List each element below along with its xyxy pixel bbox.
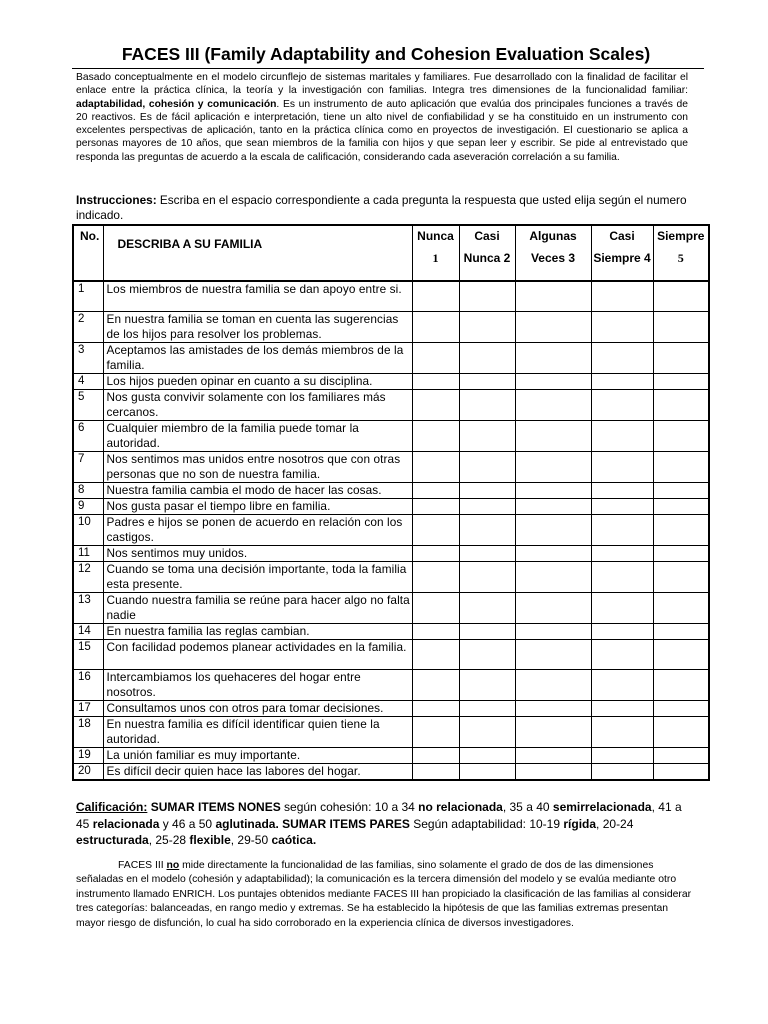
instructions-text: Escriba en el espacio correspondiente a cada pregunta la respuesta que usted elija según el numero indicado. xyxy=(76,193,687,222)
answer-cell[interactable] xyxy=(653,545,709,561)
scoring-term: rígida xyxy=(563,816,597,831)
scoring-term: flexible xyxy=(189,833,231,847)
answer-cell[interactable] xyxy=(653,311,709,342)
item-number: 18 xyxy=(73,716,103,747)
item-statement: Nos gusta convivir solamente con los familiares más cercanos. xyxy=(103,389,412,420)
answer-cell[interactable] xyxy=(459,592,515,623)
answer-cell[interactable] xyxy=(412,451,459,482)
answer-cell[interactable] xyxy=(653,592,709,623)
scoring-text: , 25-28 xyxy=(148,833,190,847)
answer-cell[interactable] xyxy=(515,716,591,747)
scoring-term: relacionada xyxy=(92,816,160,831)
answer-cell[interactable] xyxy=(412,623,459,639)
answer-cell[interactable] xyxy=(653,281,709,311)
scoring-term: estructurada xyxy=(76,833,149,847)
answer-cell[interactable] xyxy=(653,498,709,514)
option-2-label: Casi xyxy=(474,229,500,243)
answer-cell[interactable] xyxy=(653,482,709,498)
answer-cell[interactable] xyxy=(459,451,515,482)
answer-cell[interactable] xyxy=(459,514,515,545)
item-statement: Los hijos pueden opinar en cuanto a su disciplina. xyxy=(103,373,412,389)
answer-cell[interactable] xyxy=(653,561,709,592)
item-statement: En nuestra familia se toman en cuenta las sugerencias de los hijos para resolver los problemas. xyxy=(103,311,412,342)
instructions-label: Instrucciones: xyxy=(76,193,157,207)
answer-cell[interactable] xyxy=(459,747,515,763)
item-statement: En nuestra familia es difícil identificar quien tiene la autoridad. xyxy=(103,716,412,747)
answer-cell[interactable] xyxy=(412,763,459,780)
scoring-text: , 29-50 xyxy=(230,833,272,847)
answer-cell[interactable] xyxy=(591,747,653,763)
answer-cell[interactable] xyxy=(515,669,591,700)
answer-cell[interactable] xyxy=(653,639,709,669)
answer-cell[interactable] xyxy=(515,514,591,545)
option-1-label: Nunca xyxy=(417,229,454,243)
item-statement: Nuestra familia cambia el modo de hacer las cosas. xyxy=(103,482,412,498)
answer-cell[interactable] xyxy=(653,747,709,763)
table-row xyxy=(73,669,709,700)
intro-text-start: Basado conceptualmente en el modelo circunflejo de sistemas maritales y familiares. Fue desarrollado con la finalidad de facilitar el enlace entre la práctica clínica, la teoría y la investigación con familias. Integra tres dimensiones de la funcionalidad familiar: xyxy=(76,72,688,97)
answer-cell[interactable] xyxy=(515,561,591,592)
scoring-text: y 46 a 50 xyxy=(159,816,216,831)
scoring-term: semirrelacionada xyxy=(552,800,652,814)
answer-cell[interactable] xyxy=(653,373,709,389)
answer-cell[interactable] xyxy=(412,482,459,498)
answer-cell[interactable] xyxy=(459,342,515,373)
item-statement: Los miembros de nuestra familia se dan apoyo entre si. xyxy=(103,281,412,311)
answer-cell[interactable] xyxy=(515,342,591,373)
item-number: 16 xyxy=(73,669,103,700)
answer-cell[interactable] xyxy=(591,514,653,545)
answer-cell[interactable] xyxy=(459,623,515,639)
answer-cell[interactable] xyxy=(515,389,591,420)
answer-cell[interactable] xyxy=(412,373,459,389)
table-row xyxy=(73,311,709,342)
scoring-term: no relacionada xyxy=(418,800,503,814)
item-number: 3 xyxy=(73,342,103,373)
answer-cell[interactable] xyxy=(591,639,653,669)
answer-cell[interactable] xyxy=(591,281,653,311)
answer-cell[interactable] xyxy=(653,669,709,700)
answer-cell[interactable] xyxy=(412,545,459,561)
item-number: 13 xyxy=(73,592,103,623)
scoring-text: , 20-24 xyxy=(596,816,634,831)
intro-dimensions: adaptabilidad, cohesión y comunicación xyxy=(76,98,277,110)
item-statement: Cuando se toma una decisión importante, toda la familia esta presente. xyxy=(103,561,412,592)
table-row xyxy=(73,514,709,545)
item-statement: Aceptamos las amistades de los demás miembros de la familia. xyxy=(103,342,412,373)
scoring-text: Según adaptabilidad: 10-19 xyxy=(409,816,564,831)
scoring-section xyxy=(76,799,696,849)
table-row xyxy=(73,281,709,311)
answer-cell[interactable] xyxy=(653,763,709,780)
answer-cell[interactable] xyxy=(653,342,709,373)
column-header-option-2 xyxy=(459,225,515,281)
column-header-describe: DESCRIBA A SU FAMILIA xyxy=(103,225,412,281)
note-emphasis: no xyxy=(166,860,180,871)
item-number: 15 xyxy=(73,639,103,669)
item-statement: Nos gusta pasar el tiempo libre en familia. xyxy=(103,498,412,514)
item-statement: Consultamos unos con otros para tomar decisiones. xyxy=(103,700,412,716)
item-number: 6 xyxy=(73,420,103,451)
option-2-value: Nunca 2 xyxy=(463,251,511,265)
scoring-term: aglutinada. xyxy=(215,816,279,831)
answer-cell[interactable] xyxy=(412,592,459,623)
table-header-row xyxy=(73,225,709,281)
answer-cell[interactable] xyxy=(653,420,709,451)
option-3-value: Veces 3 xyxy=(530,251,576,265)
item-number: 4 xyxy=(73,373,103,389)
title-divider xyxy=(72,68,704,69)
item-number: 1 xyxy=(73,281,103,311)
column-header-option-3 xyxy=(515,225,591,281)
instructions xyxy=(76,193,696,223)
table-row xyxy=(73,342,709,373)
table-row xyxy=(73,498,709,514)
option-4-label: Casi xyxy=(609,229,635,243)
answer-cell[interactable] xyxy=(591,763,653,780)
item-number: 11 xyxy=(73,545,103,561)
item-number: 8 xyxy=(73,482,103,498)
scoring-text: , 35 a 40 xyxy=(502,800,553,814)
answer-cell[interactable] xyxy=(412,716,459,747)
answer-cell[interactable] xyxy=(459,311,515,342)
item-number: 5 xyxy=(73,389,103,420)
scoring-even-items: SUMAR ITEMS PARES xyxy=(278,816,410,831)
item-number: 2 xyxy=(73,311,103,342)
answer-cell[interactable] xyxy=(515,420,591,451)
answer-cell[interactable] xyxy=(591,420,653,451)
answer-cell[interactable] xyxy=(515,592,591,623)
answer-cell[interactable] xyxy=(412,342,459,373)
answer-cell[interactable] xyxy=(591,592,653,623)
answer-cell[interactable] xyxy=(591,342,653,373)
answer-cell[interactable] xyxy=(591,389,653,420)
option-3-label: Algunas xyxy=(529,229,577,243)
answer-cell[interactable] xyxy=(653,514,709,545)
intro-text-end: . Es un instrumento de auto aplicación que evalúa dos principales funciones a través de 20 reactivos. Es de fácil aplicación e interpretación, tiene un alto nivel de confiabilidad y se ha constituido en un instrumento con excelentes perspectivas de aplicación, tanto en la práctica clínica como en proyectos de investigación. El cuestionario se aplica a personas mayores de 10 años, que sean miembros de la familia con hijos y que sepan leer y escribir. Se pide al entrevistado que responda las preguntas de acuerdo a la escala de calificación, considerando cada aseveración correlación a su familia. xyxy=(76,98,688,163)
answer-cell[interactable] xyxy=(412,514,459,545)
table-row xyxy=(73,623,709,639)
intro-paragraph xyxy=(76,71,688,164)
answer-cell[interactable] xyxy=(459,561,515,592)
answer-cell[interactable] xyxy=(412,498,459,514)
answer-cell[interactable] xyxy=(459,700,515,716)
table-row xyxy=(73,451,709,482)
option-4-value: Siempre 4 xyxy=(593,251,651,265)
answer-cell[interactable] xyxy=(591,716,653,747)
answer-cell[interactable] xyxy=(412,747,459,763)
answer-cell[interactable] xyxy=(412,389,459,420)
answer-cell[interactable] xyxy=(412,700,459,716)
answer-cell[interactable] xyxy=(515,373,591,389)
answer-cell[interactable] xyxy=(591,482,653,498)
answer-cell[interactable] xyxy=(412,420,459,451)
answer-cell[interactable] xyxy=(591,373,653,389)
table-row xyxy=(73,716,709,747)
note-text-end: mide directamente la funcionalidad de las familias, sino solamente el grado de dos de las dimensiones señaladas en el modelo (cohesión y adaptabilidad); la comunicación es la tercera dimensión del modelo y se evalúa mediante otro instrumento llamado ENRICH. Los puntajes obtenidos mediante FACES III han propiciado la clasificación de las familias al considerar tres categorías: balanceadas, en rango medio y extremas. Se ha establecido la hipótesis de que las familias extremas presentan mayor riesgo de disfunción, lo cual ha sido corroborado en la experiencia clínica de diversos investigadores. xyxy=(76,860,692,929)
item-statement: Padres e hijos se ponen de acuerdo en relación con los castigos. xyxy=(103,514,412,545)
answer-cell[interactable] xyxy=(515,763,591,780)
item-statement: En nuestra familia las reglas cambian. xyxy=(103,623,412,639)
answer-cell[interactable] xyxy=(515,700,591,716)
answer-cell[interactable] xyxy=(459,669,515,700)
item-number: 17 xyxy=(73,700,103,716)
answer-cell[interactable] xyxy=(515,451,591,482)
scoring-label: Calificación: xyxy=(76,800,148,814)
answer-cell[interactable] xyxy=(459,639,515,669)
item-statement: Con facilidad podemos planear actividades en la familia. xyxy=(103,639,412,669)
table-row xyxy=(73,592,709,623)
scoring-term: caótica. xyxy=(271,833,317,847)
table-row xyxy=(73,763,709,780)
answer-cell[interactable] xyxy=(412,669,459,700)
item-number: 12 xyxy=(73,561,103,592)
item-number: 7 xyxy=(73,451,103,482)
answer-cell[interactable] xyxy=(653,716,709,747)
item-statement: Cualquier miembro de la familia puede tomar la autoridad. xyxy=(103,420,412,451)
answer-cell[interactable] xyxy=(412,281,459,311)
column-header-no: No. xyxy=(73,225,103,281)
answer-cell[interactable] xyxy=(515,482,591,498)
option-1-value: 1 xyxy=(432,251,439,265)
answer-cell[interactable] xyxy=(412,639,459,669)
table-row xyxy=(73,747,709,763)
answer-cell[interactable] xyxy=(591,700,653,716)
table-row xyxy=(73,482,709,498)
item-statement: La unión familiar es muy importante. xyxy=(103,747,412,763)
answer-cell[interactable] xyxy=(591,623,653,639)
answer-cell[interactable] xyxy=(515,623,591,639)
answer-cell[interactable] xyxy=(653,623,709,639)
scoring-text: , 41 a 45 xyxy=(76,800,682,831)
answer-cell[interactable] xyxy=(515,639,591,669)
answer-cell[interactable] xyxy=(591,498,653,514)
answer-cell[interactable] xyxy=(459,420,515,451)
option-5-label: Siempre xyxy=(657,229,705,243)
answer-cell[interactable] xyxy=(412,311,459,342)
answer-cell[interactable] xyxy=(653,451,709,482)
answer-cell[interactable] xyxy=(653,389,709,420)
answer-cell[interactable] xyxy=(591,561,653,592)
option-5-value: 5 xyxy=(677,251,684,265)
item-statement: Es difícil decir quien hace las labores del hogar. xyxy=(103,763,412,780)
item-statement: Nos sentimos mas unidos entre nosotros que con otras personas que no son de nuestra familia. xyxy=(103,451,412,482)
item-number: 10 xyxy=(73,514,103,545)
answer-cell[interactable] xyxy=(459,373,515,389)
item-statement: Cuando nuestra familia se reúne para hacer algo no falta nadie xyxy=(103,592,412,623)
answer-cell[interactable] xyxy=(459,389,515,420)
answer-cell[interactable] xyxy=(459,482,515,498)
answer-cell[interactable] xyxy=(591,451,653,482)
answer-cell[interactable] xyxy=(459,498,515,514)
table-row xyxy=(73,561,709,592)
answer-cell[interactable] xyxy=(591,545,653,561)
table-row xyxy=(73,389,709,420)
table-row xyxy=(73,373,709,389)
answer-cell[interactable] xyxy=(653,700,709,716)
answer-cell[interactable] xyxy=(459,716,515,747)
answer-cell[interactable] xyxy=(515,498,591,514)
answer-cell[interactable] xyxy=(459,281,515,311)
scoring-odd-items: SUMAR ITEMS NONES xyxy=(147,800,281,814)
answer-cell[interactable] xyxy=(412,561,459,592)
item-number: 9 xyxy=(73,498,103,514)
closing-note xyxy=(76,859,696,931)
table-row xyxy=(73,639,709,669)
item-statement: Nos sentimos muy unidos. xyxy=(103,545,412,561)
item-number: 14 xyxy=(73,623,103,639)
item-number: 20 xyxy=(73,763,103,780)
table-row xyxy=(73,420,709,451)
table-row xyxy=(73,545,709,561)
note-text-start: FACES III xyxy=(118,860,167,871)
page-title: FACES III (Family Adaptability and Cohesion Evaluation Scales) xyxy=(121,44,651,64)
scoring-text: según cohesión: 10 a 34 xyxy=(280,800,419,814)
answer-cell[interactable] xyxy=(459,545,515,561)
item-statement: Intercambiamos los quehaceres del hogar entre nosotros. xyxy=(103,669,412,700)
answer-cell[interactable] xyxy=(515,747,591,763)
answer-cell[interactable] xyxy=(515,281,591,311)
column-header-option-4 xyxy=(591,225,653,281)
column-header-option-5 xyxy=(653,225,709,281)
answer-cell[interactable] xyxy=(515,311,591,342)
faces-questionnaire-table xyxy=(72,224,710,781)
answer-cell[interactable] xyxy=(459,763,515,780)
answer-cell[interactable] xyxy=(591,669,653,700)
answer-cell[interactable] xyxy=(515,545,591,561)
answer-cell[interactable] xyxy=(591,311,653,342)
item-number: 19 xyxy=(73,747,103,763)
column-header-option-1 xyxy=(412,225,459,281)
table-row xyxy=(73,700,709,716)
